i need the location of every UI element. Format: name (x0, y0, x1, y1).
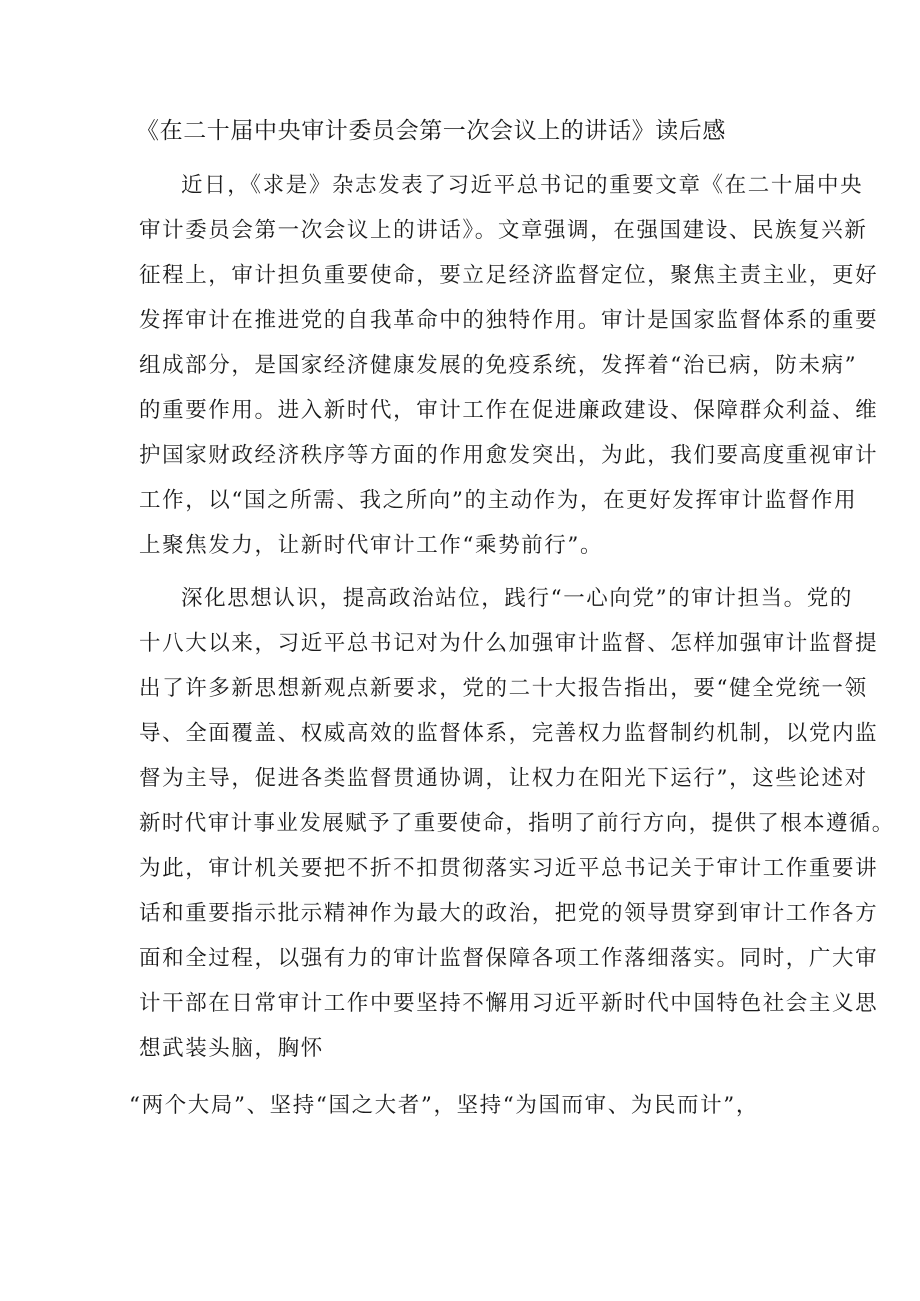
text-line: 十八大以来，习近平总书记对为什么加强审计监督、怎样加强审计监督提 (139, 631, 879, 656)
text-line: 护国家财政经济秩序等方面的作用愈发突出，为此，我们要高度重视审计 (139, 443, 879, 468)
text-line: 面和全过程，以强有力的审计监督保障各项工作落细落实。同时，广大审 (139, 946, 879, 971)
text-line: 征程上，审计担负重要使命，要立足经济监督定位，聚焦主责主业，更好 (139, 263, 879, 288)
text-line: 新时代审计事业发展赋予了重要使命，指明了前行方向，提供了根本遵循。 (139, 811, 895, 836)
document-title: 《在二十届中央审计委员会第一次会议上的讲话》读后感 (136, 118, 726, 144)
text-line: 督为主导，促进各类监督贯通协调，让权力在阳光下运行”，这些论述对 (139, 766, 868, 791)
text-line: 深化思想认识，提高政治站位，践行“一心向党”的审计担当。党的 (181, 586, 853, 611)
text-line: 计干部在日常审计工作中要坚持不懈用习近平新时代中国特色社会主义思 (139, 991, 879, 1016)
text-line: 为此，审计机关要把不折不扣贯彻落实习近平总书记关于审计工作重要讲 (139, 856, 879, 881)
text-line: “两个大局”、坚持“国之大者”，坚持“为国而审、为民而计”， (129, 1093, 759, 1118)
text-line: 组成部分，是国家经济健康发展的免疫系统，发挥着“治已病，防未病” (139, 353, 858, 378)
text-line: 发挥审计在推进党的自我革命中的独特作用。审计是国家监督体系的重要 (139, 308, 879, 333)
text-line: 想武装头脑，胸怀 (139, 1036, 324, 1061)
text-line: 工作，以“国之所需、我之所向”的主动作为，在更好发挥审计监督作用 (139, 488, 858, 513)
text-line: 的重要作用。进入新时代，审计工作在促进廉政建设、保障群众利益、维 (139, 398, 879, 423)
text-line: 出了许多新思想新观点新要求，党的二十大报告指出，要“健全党统一领 (139, 676, 868, 701)
text-line: 上聚焦发力，让新时代审计工作“乘势前行”。 (139, 533, 604, 558)
text-line: 审计委员会第一次会议上的讲话》。文章强调，在强国建设、民族复兴新 (139, 218, 868, 243)
text-line: 导、全面覆盖、权威高效的监督体系，完善权力监督制约机制，以党内监 (139, 721, 879, 746)
text-line: 话和重要指示批示精神作为最大的政治，把党的领导贯穿到审计工作各方 (139, 901, 879, 926)
text-line: 近日，《求是》杂志发表了习近平总书记的重要文章《在二十届中央 (181, 173, 864, 198)
